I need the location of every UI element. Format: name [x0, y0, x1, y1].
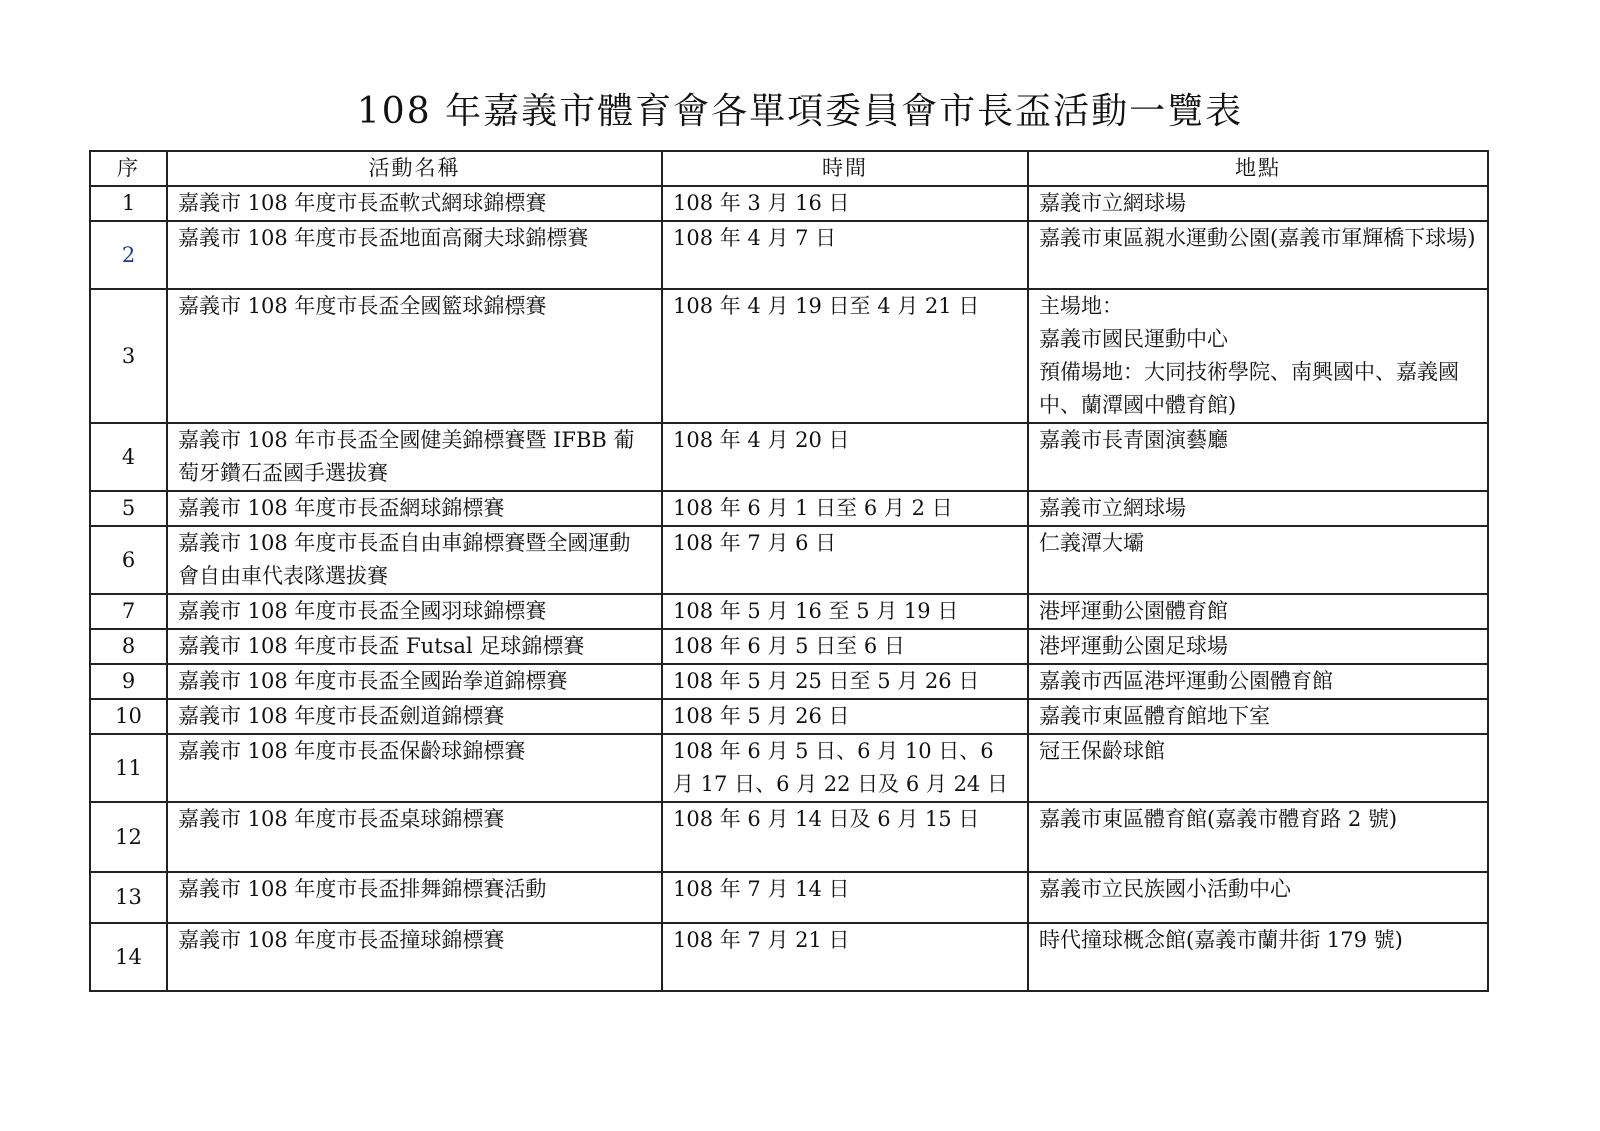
row-activity-name: 嘉義市 108 年度市長盃 Futsal 足球錦標賽 — [167, 629, 662, 664]
table-row — [90, 872, 1488, 923]
row-place — [1028, 526, 1488, 594]
row-place — [1028, 491, 1488, 526]
row-activity-name: 嘉義市 108 年度市長盃自由車錦標賽暨全國運動會自由車代表隊選拔賽 — [167, 526, 662, 594]
header-time: 時間 — [662, 151, 1028, 186]
table-row — [90, 664, 1488, 699]
place-line: 時代撞球概念館(嘉義市蘭井街 179 號) — [1039, 928, 1403, 952]
row-activity-name: 嘉義市 108 年度市長盃全國跆拳道錦標賽 — [167, 664, 662, 699]
row-activity-name: 嘉義市 108 年市長盃全國健美錦標賽暨 IFBB 葡萄牙鑽石盃國手選拔賽 — [167, 423, 662, 491]
row-activity-name: 嘉義市 108 年度市長盃桌球錦標賽 — [167, 802, 662, 872]
row-seq: 5 — [90, 491, 167, 526]
place-line: 嘉義市西區港坪運動公園體育館 — [1039, 669, 1333, 693]
row-activity-name: 嘉義市 108 年度市長盃保齡球錦標賽 — [167, 734, 662, 802]
table-row — [90, 526, 1488, 594]
place-line: 嘉義市國民運動中心 — [1039, 327, 1228, 351]
row-time: 108 年 7 月 21 日 — [662, 923, 1028, 991]
row-seq: 10 — [90, 699, 167, 734]
row-place — [1028, 186, 1488, 221]
place-line: 主場地： — [1039, 294, 1123, 318]
row-seq: 4 — [90, 423, 167, 491]
row-activity-name: 嘉義市 108 年度市長盃劍道錦標賽 — [167, 699, 662, 734]
row-place — [1028, 734, 1488, 802]
row-place — [1028, 699, 1488, 734]
row-seq: 11 — [90, 734, 167, 802]
place-line: 嘉義市長青園演藝廳 — [1039, 428, 1228, 452]
row-activity-name: 嘉義市 108 年度市長盃撞球錦標賽 — [167, 923, 662, 991]
table-row — [90, 221, 1488, 289]
table-row — [90, 923, 1488, 991]
table-row — [90, 423, 1488, 491]
place-line: 仁義潭大壩 — [1039, 531, 1144, 555]
header-place: 地點 — [1028, 151, 1488, 186]
row-time: 108 年 4 月 19 日至 4 月 21 日 — [662, 289, 1028, 423]
row-activity-name: 嘉義市 108 年度市長盃排舞錦標賽活動 — [167, 872, 662, 923]
place-line: 嘉義市東區體育館(嘉義市體育路 2 號) — [1039, 807, 1398, 831]
table-row — [90, 289, 1488, 423]
table-row — [90, 491, 1488, 526]
row-place — [1028, 594, 1488, 629]
row-place — [1028, 423, 1488, 491]
table-row — [90, 699, 1488, 734]
header-activity-name: 活動名稱 — [167, 151, 662, 186]
page-title: 108 年嘉義市體育會各單項委員會市長盃活動一覽表 — [356, 91, 1244, 132]
row-seq: 8 — [90, 629, 167, 664]
header-seq: 序 — [90, 151, 167, 186]
row-time: 108 年 5 月 25 日至 5 月 26 日 — [662, 664, 1028, 699]
row-time: 108 年 4 月 7 日 — [662, 221, 1028, 289]
place-line: 冠王保齡球館 — [1039, 739, 1165, 763]
place-line: 港坪運動公園足球場 — [1039, 634, 1228, 658]
table-row — [90, 186, 1488, 221]
place-line: 嘉義市東區體育館地下室 — [1039, 704, 1270, 728]
row-time: 108 年 6 月 1 日至 6 月 2 日 — [662, 491, 1028, 526]
row-place — [1028, 629, 1488, 664]
place-line: 港坪運動公園體育館 — [1039, 599, 1228, 623]
row-place — [1028, 289, 1488, 423]
activity-table — [89, 150, 1489, 992]
row-time: 108 年 5 月 16 至 5 月 19 日 — [662, 594, 1028, 629]
row-time: 108 年 5 月 26 日 — [662, 699, 1028, 734]
row-seq: 3 — [90, 289, 167, 423]
row-time: 108 年 7 月 14 日 — [662, 872, 1028, 923]
row-seq: 1 — [90, 186, 167, 221]
table-row — [90, 594, 1488, 629]
table-row — [90, 629, 1488, 664]
place-line: 預備場地：大同技術學院、南興國中、嘉義國中、蘭潭國中體育館) — [1039, 360, 1459, 417]
row-activity-name: 嘉義市 108 年度市長盃軟式網球錦標賽 — [167, 186, 662, 221]
row-time: 108 年 4 月 20 日 — [662, 423, 1028, 491]
row-activity-name: 嘉義市 108 年度市長盃全國羽球錦標賽 — [167, 594, 662, 629]
table-row — [90, 802, 1488, 872]
row-seq: 13 — [90, 872, 167, 923]
row-seq: 6 — [90, 526, 167, 594]
row-seq: 14 — [90, 923, 167, 991]
table-row — [90, 734, 1488, 802]
row-time: 108 年 6 月 14 日及 6 月 15 日 — [662, 802, 1028, 872]
row-time: 108 年 7 月 6 日 — [662, 526, 1028, 594]
row-place — [1028, 221, 1488, 289]
row-seq: 2 — [90, 221, 167, 289]
row-seq: 7 — [90, 594, 167, 629]
row-place — [1028, 872, 1488, 923]
table-header-row — [90, 151, 1488, 186]
place-line: 嘉義市立民族國小活動中心 — [1039, 877, 1291, 901]
place-line: 嘉義市立網球場 — [1039, 191, 1186, 215]
row-place — [1028, 802, 1488, 872]
place-line: 嘉義市立網球場 — [1039, 496, 1186, 520]
row-time: 108 年 3 月 16 日 — [662, 186, 1028, 221]
row-seq: 12 — [90, 802, 167, 872]
row-time: 108 年 6 月 5 日至 6 日 — [662, 629, 1028, 664]
row-activity-name: 嘉義市 108 年度市長盃地面高爾夫球錦標賽 — [167, 221, 662, 289]
row-time: 108 年 6 月 5 日、6 月 10 日、6 月 17 日、6 月 22 日及 6 月 24 日 — [662, 734, 1028, 802]
row-activity-name: 嘉義市 108 年度市長盃全國籃球錦標賽 — [167, 289, 662, 423]
place-line: 嘉義市東區親水運動公園(嘉義市軍輝橋下球場) — [1039, 226, 1476, 250]
row-activity-name: 嘉義市 108 年度市長盃網球錦標賽 — [167, 491, 662, 526]
row-place — [1028, 664, 1488, 699]
row-place — [1028, 923, 1488, 991]
row-seq: 9 — [90, 664, 167, 699]
